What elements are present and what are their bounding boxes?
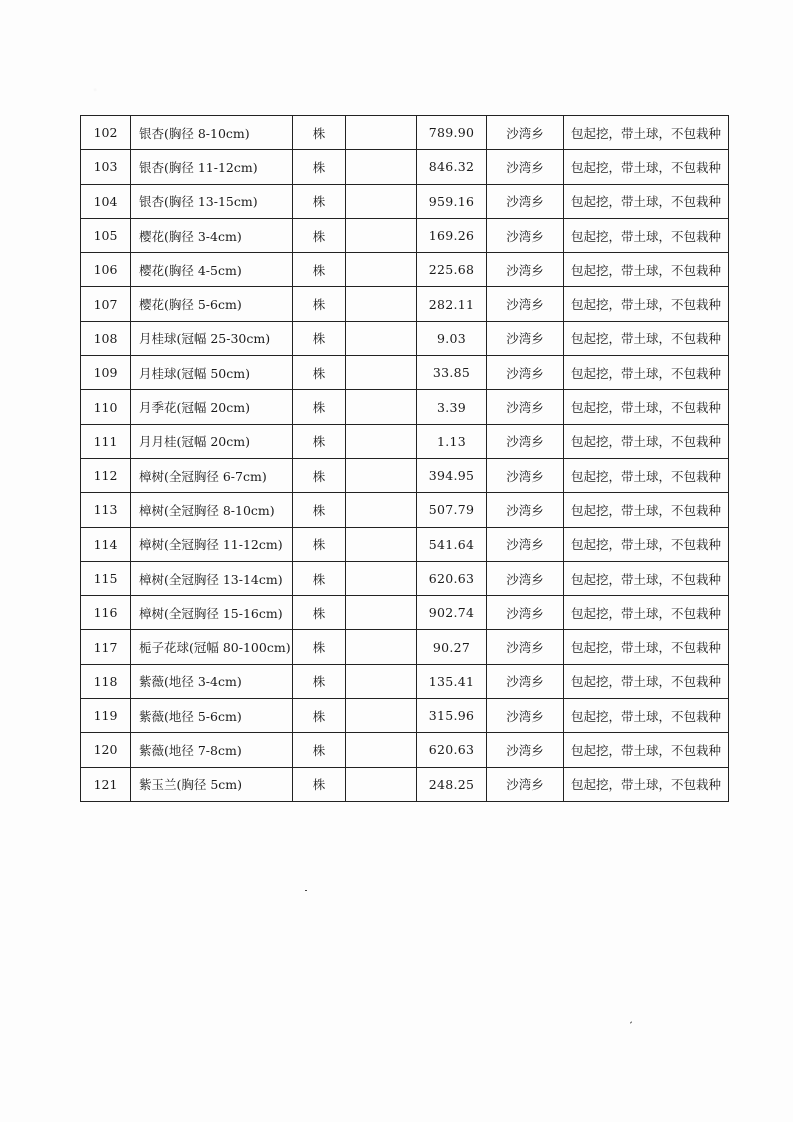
price-cell: 507.79 [417,493,487,527]
note-cell: 包起挖，带土球，不包栽种 [564,767,729,801]
price-cell: 541.64 [417,527,487,561]
price-cell: 620.63 [417,733,487,767]
note-cell: 包起挖，带土球，不包栽种 [564,253,729,287]
item-name-cell: 樱花(胸径 4-5cm) [131,253,293,287]
area-cell: 沙湾乡 [487,390,564,424]
table-row [81,561,729,595]
area-cell: 沙湾乡 [487,733,564,767]
note-cell: 包起挖，带土球，不包栽种 [564,527,729,561]
scan-speck [630,1021,632,1023]
item-number-cell: 103 [81,150,131,184]
blank-cell [346,767,417,801]
unit-cell: 株 [293,630,346,664]
price-table [80,115,729,802]
blank-cell [346,424,417,458]
unit-cell: 株 [293,287,346,321]
unit-cell: 株 [293,253,346,287]
blank-cell [346,527,417,561]
table-row [81,699,729,733]
item-number-cell: 113 [81,493,131,527]
item-name-cell: 银杏(胸径 13-15cm) [131,184,293,218]
area-cell: 沙湾乡 [487,493,564,527]
item-name-cell: 月桂球(冠幅 50cm) [131,356,293,390]
blank-cell [346,630,417,664]
price-cell: 9.03 [417,321,487,355]
item-name-cell: 樱花(胸径 3-4cm) [131,218,293,252]
price-cell: 902.74 [417,596,487,630]
note-cell: 包起挖，带土球，不包栽种 [564,287,729,321]
note-cell: 包起挖，带土球，不包栽种 [564,664,729,698]
area-cell: 沙湾乡 [487,150,564,184]
blank-cell [346,321,417,355]
item-number-cell: 111 [81,424,131,458]
note-cell: 包起挖，带土球，不包栽种 [564,596,729,630]
blank-cell [346,150,417,184]
unit-cell: 株 [293,150,346,184]
price-cell: 1.13 [417,424,487,458]
item-name-cell: 月季花(冠幅 20cm) [131,390,293,424]
unit-cell: 株 [293,493,346,527]
unit-cell: 株 [293,561,346,595]
area-cell: 沙湾乡 [487,527,564,561]
item-number-cell: 106 [81,253,131,287]
table-row [81,116,729,150]
item-name-cell: 月月桂(冠幅 20cm) [131,424,293,458]
area-cell: 沙湾乡 [487,287,564,321]
blank-cell [346,699,417,733]
table-body [81,116,729,802]
area-cell: 沙湾乡 [487,321,564,355]
blank-cell [346,561,417,595]
unit-cell: 株 [293,218,346,252]
unit-cell: 株 [293,321,346,355]
scan-speck [305,890,307,891]
item-name-cell: 紫薇(地径 7-8cm) [131,733,293,767]
blank-cell [346,253,417,287]
area-cell: 沙湾乡 [487,184,564,218]
note-cell: 包起挖，带土球，不包栽种 [564,356,729,390]
price-cell: 846.32 [417,150,487,184]
blank-cell [346,218,417,252]
table-row [81,390,729,424]
table-row [81,253,729,287]
note-cell: 包起挖，带土球，不包栽种 [564,321,729,355]
item-name-cell: 樟树(全冠胸径 8-10cm) [131,493,293,527]
blank-cell [346,596,417,630]
table-row [81,630,729,664]
unit-cell: 株 [293,767,346,801]
area-cell: 沙湾乡 [487,630,564,664]
item-number-cell: 115 [81,561,131,595]
item-name-cell: 银杏(胸径 11-12cm) [131,150,293,184]
area-cell: 沙湾乡 [487,424,564,458]
note-cell: 包起挖，带土球，不包栽种 [564,458,729,492]
note-cell: 包起挖，带土球，不包栽种 [564,699,729,733]
table-row [81,733,729,767]
unit-cell: 株 [293,527,346,561]
blank-cell [346,458,417,492]
item-number-cell: 107 [81,287,131,321]
item-number-cell: 116 [81,596,131,630]
note-cell: 包起挖，带土球，不包栽种 [564,390,729,424]
area-cell: 沙湾乡 [487,116,564,150]
area-cell: 沙湾乡 [487,218,564,252]
item-name-cell: 月桂球(冠幅 25-30cm) [131,321,293,355]
table-row [81,458,729,492]
price-cell: 959.16 [417,184,487,218]
note-cell: 包起挖，带土球，不包栽种 [564,561,729,595]
item-name-cell: 紫薇(地径 3-4cm) [131,664,293,698]
item-number-cell: 102 [81,116,131,150]
item-number-cell: 110 [81,390,131,424]
item-number-cell: 117 [81,630,131,664]
item-name-cell: 紫薇(地径 5-6cm) [131,699,293,733]
price-cell: 3.39 [417,390,487,424]
item-number-cell: 120 [81,733,131,767]
blank-cell [346,184,417,218]
unit-cell: 株 [293,116,346,150]
item-number-cell: 104 [81,184,131,218]
area-cell: 沙湾乡 [487,458,564,492]
unit-cell: 株 [293,184,346,218]
price-cell: 620.63 [417,561,487,595]
area-cell: 沙湾乡 [487,699,564,733]
blank-cell [346,733,417,767]
blank-cell [346,390,417,424]
note-cell: 包起挖，带土球，不包栽种 [564,493,729,527]
item-number-cell: 112 [81,458,131,492]
blank-cell [346,287,417,321]
price-cell: 789.90 [417,116,487,150]
price-cell: 90.27 [417,630,487,664]
unit-cell: 株 [293,356,346,390]
price-cell: 225.68 [417,253,487,287]
price-cell: 315.96 [417,699,487,733]
price-cell: 394.95 [417,458,487,492]
note-cell: 包起挖，带土球，不包栽种 [564,424,729,458]
blank-cell [346,116,417,150]
price-cell: 282.11 [417,287,487,321]
table-row [81,664,729,698]
area-cell: 沙湾乡 [487,596,564,630]
area-cell: 沙湾乡 [487,767,564,801]
note-cell: 包起挖，带土球，不包栽种 [564,184,729,218]
item-name-cell: 樟树(全冠胸径 15-16cm) [131,596,293,630]
unit-cell: 株 [293,458,346,492]
table-row [81,767,729,801]
item-name-cell: 紫玉兰(胸径 5cm) [131,767,293,801]
blank-cell [346,493,417,527]
item-number-cell: 105 [81,218,131,252]
item-number-cell: 119 [81,699,131,733]
table-row [81,596,729,630]
item-name-cell: 银杏(胸径 8-10cm) [131,116,293,150]
item-number-cell: 121 [81,767,131,801]
item-name-cell: 樟树(全冠胸径 13-14cm) [131,561,293,595]
unit-cell: 株 [293,733,346,767]
note-cell: 包起挖，带土球，不包栽种 [564,116,729,150]
area-cell: 沙湾乡 [487,561,564,595]
item-number-cell: 108 [81,321,131,355]
table-row [81,184,729,218]
unit-cell: 株 [293,664,346,698]
table-row [81,527,729,561]
item-number-cell: 118 [81,664,131,698]
area-cell: 沙湾乡 [487,253,564,287]
blank-cell [346,664,417,698]
note-cell: 包起挖，带土球，不包栽种 [564,150,729,184]
unit-cell: 株 [293,390,346,424]
price-cell: 248.25 [417,767,487,801]
table-row [81,321,729,355]
table-row [81,150,729,184]
area-cell: 沙湾乡 [487,356,564,390]
price-cell: 169.26 [417,218,487,252]
note-cell: 包起挖，带土球，不包栽种 [564,630,729,664]
item-name-cell: 樟树(全冠胸径 6-7cm) [131,458,293,492]
price-cell: 135.41 [417,664,487,698]
item-name-cell: 樟树(全冠胸径 11-12cm) [131,527,293,561]
item-name-cell: 栀子花球(冠幅 80-100cm) [131,630,293,664]
table-row [81,493,729,527]
blank-cell [346,356,417,390]
table-row [81,356,729,390]
table-row [81,287,729,321]
area-cell: 沙湾乡 [487,664,564,698]
table-row [81,218,729,252]
item-number-cell: 109 [81,356,131,390]
unit-cell: 株 [293,424,346,458]
note-cell: 包起挖，带土球，不包栽种 [564,733,729,767]
item-name-cell: 樱花(胸径 5-6cm) [131,287,293,321]
table-row [81,424,729,458]
price-cell: 33.85 [417,356,487,390]
unit-cell: 株 [293,699,346,733]
note-cell: 包起挖，带土球，不包栽种 [564,218,729,252]
item-number-cell: 114 [81,527,131,561]
unit-cell: 株 [293,596,346,630]
